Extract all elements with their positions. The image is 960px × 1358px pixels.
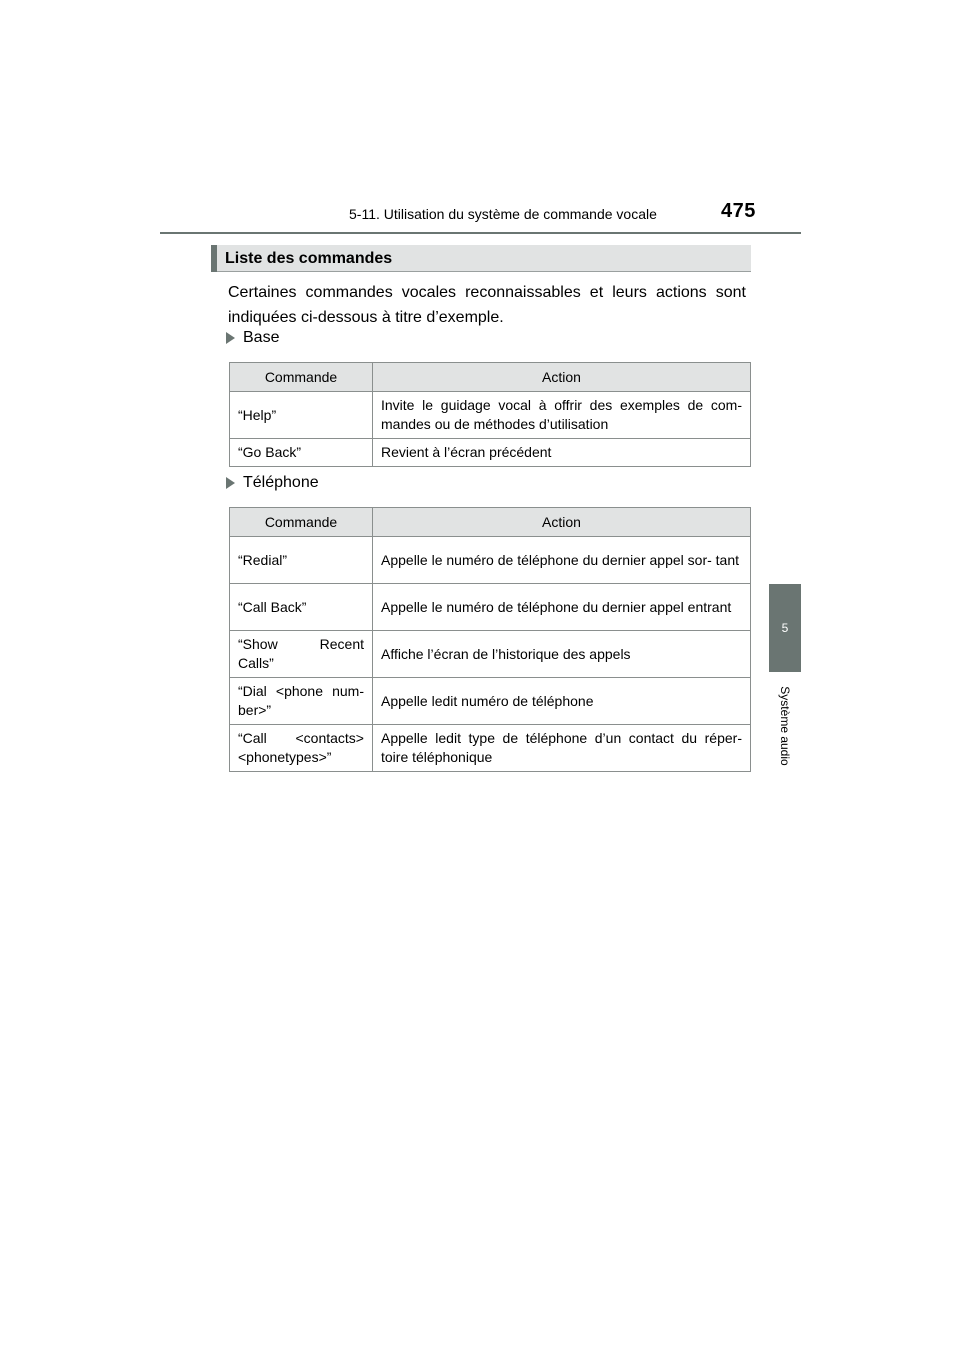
column-header-command: Commande [230,363,373,392]
section-heading-bar [211,245,217,272]
triangle-bullet-icon [226,477,235,489]
chapter-side-label: Système audio [778,686,792,766]
intro-paragraph: Certaines commandes vocales reconnaissables et leurs actions sont indiquées ci-dessous à titre d’exemple. [228,284,746,326]
header-title: 5-11. Utilisation du système de commande vocale [349,206,657,222]
page-number: 475 [721,200,756,222]
subheading-telephone [226,474,319,492]
section-heading-text: Liste des commandes [225,250,393,267]
column-header-action: Action [373,508,751,537]
table-row [230,439,751,467]
column-header-command: Commande [230,508,373,537]
telephone-commands-table [229,507,751,772]
table-header-row [230,363,751,392]
table-row [230,392,751,439]
action-cell: Appelle le numéro de téléphone du dernier appel sor- tant [373,537,751,584]
section-heading [211,245,751,272]
base-commands-table [229,362,751,467]
table-row [230,631,751,678]
table-row [230,725,751,772]
subheading-base [226,329,279,347]
action-cell: Appelle ledit type de téléphone d’un contact du réper- toire téléphonique [373,725,751,772]
action-cell: Invite le guidage vocal à offrir des exemples de com- mandes ou de méthodes d’utilisation [373,392,751,439]
command-cell: “Redial” [230,537,373,584]
column-header-action: Action [373,363,751,392]
table-header-row [230,508,751,537]
table-row [230,584,751,631]
command-cell: “Help” [230,392,373,439]
chapter-tab-number: 5 [781,621,789,635]
command-cell: “Call <contacts> <phonetypes>” [230,725,373,772]
table-row [230,537,751,584]
chapter-tab [769,584,801,672]
command-cell: “Go Back” [230,439,373,467]
header-rule [160,232,801,234]
action-cell: Appelle ledit numéro de téléphone [373,678,751,725]
command-cell: “Call Back” [230,584,373,631]
triangle-bullet-icon [226,332,235,344]
action-cell: Revient à l’écran précédent [373,439,751,467]
command-cell: “Show Recent Calls” [230,631,373,678]
table-row [230,678,751,725]
command-cell: “Dial <phone num- ber>” [230,678,373,725]
action-cell: Appelle le numéro de téléphone du dernier appel entrant [373,584,751,631]
subheading-telephone-label: Téléphone [243,474,319,491]
action-cell: Affiche l’écran de l’historique des appels [373,631,751,678]
subheading-base-label: Base [243,329,280,346]
